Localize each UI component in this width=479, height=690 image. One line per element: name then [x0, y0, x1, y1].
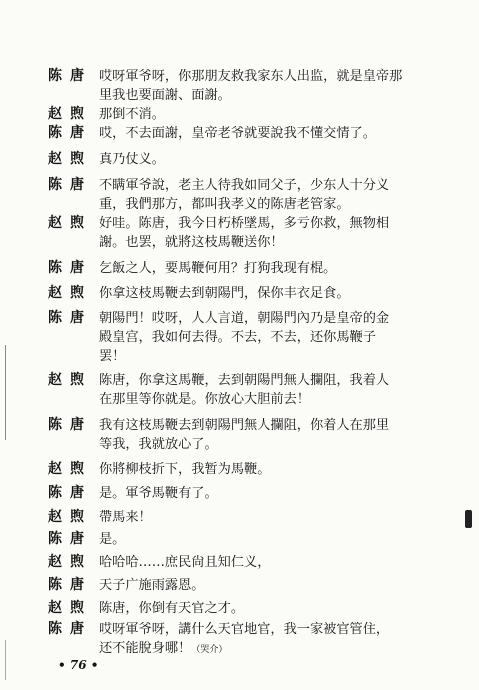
speaker-char: 唐 — [70, 68, 84, 84]
dialogue-text: 天子广施雨露恩。 — [99, 578, 205, 593]
dialogue-text: 那倒不消。 — [99, 107, 165, 122]
speaker-name — [48, 530, 84, 549]
dialogue-text: 哎，不去面謝，皇帝老爷就要說我不懂交情了。 — [99, 126, 376, 141]
speaker-char: 煦 — [70, 106, 84, 122]
dialogue-line — [48, 176, 448, 195]
dialogue-line — [48, 67, 448, 86]
continuation-text: 还不能脫身哪！ — [99, 641, 192, 656]
dialogue-line — [48, 105, 448, 124]
dialogue-text: 真乃仗义。 — [99, 152, 165, 167]
continuation-text: 在那里等你就是。你放心大胆前去！ — [99, 392, 310, 407]
dialogue-continuation — [99, 233, 449, 252]
dialogue-line — [48, 284, 448, 303]
speaker-char: 煦 — [70, 215, 84, 231]
speaker-name — [48, 150, 84, 169]
speaker-char: 唐 — [70, 125, 84, 141]
continuation-text: 殿皇宫，我如何去得。不去，不去，还你馬鞭子 — [99, 330, 376, 345]
speaker-name — [48, 576, 84, 595]
continuation-text: 里我也要面謝、面謝。 — [99, 88, 231, 103]
dialogue-continuation — [99, 639, 449, 660]
dialogue-text: 是。 — [99, 532, 126, 547]
continuation-text: 重，我們那方，都叫我孝义的陈唐老管家。 — [99, 197, 350, 212]
speaker-name — [48, 620, 84, 639]
speaker-char: 煦 — [70, 509, 84, 525]
speaker-char: 煦 — [70, 461, 84, 477]
speaker-char: 陈 — [48, 68, 62, 84]
dialogue-text: 朝陽門！哎呀，人人言道，朝陽門內乃是皇帝的金 — [99, 311, 390, 326]
dialogue-line — [48, 124, 448, 143]
dialogue-continuation — [99, 328, 449, 347]
speaker-char: 赵 — [48, 554, 62, 570]
dialogue-line — [48, 309, 448, 328]
speaker-name — [48, 309, 84, 328]
speaker-name — [48, 214, 84, 233]
dialogue-line — [48, 484, 448, 503]
speaker-name — [48, 371, 84, 390]
dialogue-continuation — [99, 86, 449, 105]
dialogue-text: 哎呀軍爷呀，你那朋友救我家东人出监，就是皇帝那 — [99, 69, 403, 84]
continuation-text: 等我，我就放心了。 — [99, 437, 218, 452]
speaker-name — [48, 176, 84, 195]
dialogue-continuation — [99, 195, 449, 214]
stage-direction: （哭介） — [191, 645, 228, 655]
speaker-char: 赵 — [48, 215, 62, 231]
speaker-name — [48, 259, 84, 278]
dialogue-text: 不瞒軍爷說，老主人待我如同父子，少东人十分义 — [99, 178, 390, 193]
speaker-name — [48, 416, 84, 435]
dialogue-line — [48, 371, 448, 390]
dialogue-text: 哈哈哈……庶民尙且知仁义， — [99, 555, 271, 570]
speaker-char: 陈 — [48, 485, 62, 501]
speaker-char: 陈 — [48, 531, 62, 547]
scan-ink-blot — [465, 510, 472, 528]
speaker-char: 赵 — [48, 285, 62, 301]
speaker-name — [48, 484, 84, 503]
dialogue-text: 我有这枝馬鞭去到朝陽門無人攔阻，你着人在那里 — [99, 418, 390, 433]
scan-edge-mark — [5, 640, 6, 680]
dialogue-continuation — [99, 435, 449, 454]
speaker-char: 唐 — [70, 260, 84, 276]
dialogue-line — [48, 150, 448, 169]
speaker-char: 煦 — [70, 285, 84, 301]
speaker-char: 陈 — [48, 260, 62, 276]
dialogue-line — [48, 508, 448, 527]
speaker-name — [48, 284, 84, 303]
continuation-text: 罢！ — [99, 349, 126, 364]
speaker-char: 唐 — [70, 177, 84, 193]
speaker-name — [48, 460, 84, 479]
speaker-char: 赵 — [48, 106, 62, 122]
speaker-char: 煦 — [70, 151, 84, 167]
dialogue-line — [48, 553, 448, 572]
speaker-char: 陈 — [48, 577, 62, 593]
dialogue-text: 陈唐，你拿这馬鞭，去到朝陽門無人攔阻，我着人 — [99, 373, 390, 388]
dialogue-text: 好哇。陈唐，我今日朽桥墜馬，多亏你救，無物相 — [99, 216, 390, 231]
dialogue-text: 你將柳枝折下，我暂为馬鞭。 — [99, 462, 271, 477]
speaker-char: 唐 — [70, 417, 84, 433]
dialogue-text: 哎呀軍爷呀，講什么天官地官，我一家被官管住， — [99, 622, 390, 637]
speaker-char: 唐 — [70, 531, 84, 547]
dialogue-continuation — [99, 347, 449, 366]
speaker-char: 陈 — [48, 125, 62, 141]
dialogue-text: 帶馬来！ — [99, 510, 152, 525]
speaker-char: 赵 — [48, 600, 62, 616]
dialogue-text: 你拿这枝馬鞭去到朝陽門，保你丰衣足食。 — [99, 286, 350, 301]
dialogue-text: 陈唐，你倒有天官之才。 — [99, 601, 245, 616]
speaker-name — [48, 105, 84, 124]
dialogue-line — [48, 599, 448, 618]
speaker-char: 陈 — [48, 310, 62, 326]
speaker-char: 赵 — [48, 151, 62, 167]
speaker-char: 陈 — [48, 621, 62, 637]
speaker-char: 陈 — [48, 177, 62, 193]
speaker-char: 陈 — [48, 417, 62, 433]
dialogue-line — [48, 460, 448, 479]
speaker-char: 煦 — [70, 554, 84, 570]
speaker-char: 唐 — [70, 621, 84, 637]
speaker-char: 唐 — [70, 577, 84, 593]
dialogue-line — [48, 620, 448, 639]
scan-edge-mark — [5, 345, 6, 440]
page-number: • 76 • — [58, 658, 99, 672]
speaker-char: 煦 — [70, 372, 84, 388]
dialogue-line — [48, 416, 448, 435]
dialogue-continuation — [99, 390, 449, 409]
dialogue-line — [48, 259, 448, 278]
dialogue-line — [48, 530, 448, 549]
speaker-name — [48, 124, 84, 143]
speaker-name — [48, 508, 84, 527]
speaker-char: 唐 — [70, 485, 84, 501]
dialogue-text: 是。軍爷馬鞭有了。 — [99, 486, 218, 501]
speaker-char: 煦 — [70, 600, 84, 616]
dialogue-line — [48, 214, 448, 233]
dialogue-line — [48, 576, 448, 595]
speaker-char: 赵 — [48, 372, 62, 388]
speaker-name — [48, 553, 84, 572]
dialogue-text: 乞飯之人，要馬鞭何用？打狗我现有棍。 — [99, 261, 337, 276]
speaker-char: 赵 — [48, 509, 62, 525]
continuation-text: 謝。也罢，就將这枝馬鞭送你！ — [99, 235, 284, 250]
speaker-char: 赵 — [48, 461, 62, 477]
speaker-name — [48, 67, 84, 86]
speaker-name — [48, 599, 84, 618]
speaker-char: 唐 — [70, 310, 84, 326]
